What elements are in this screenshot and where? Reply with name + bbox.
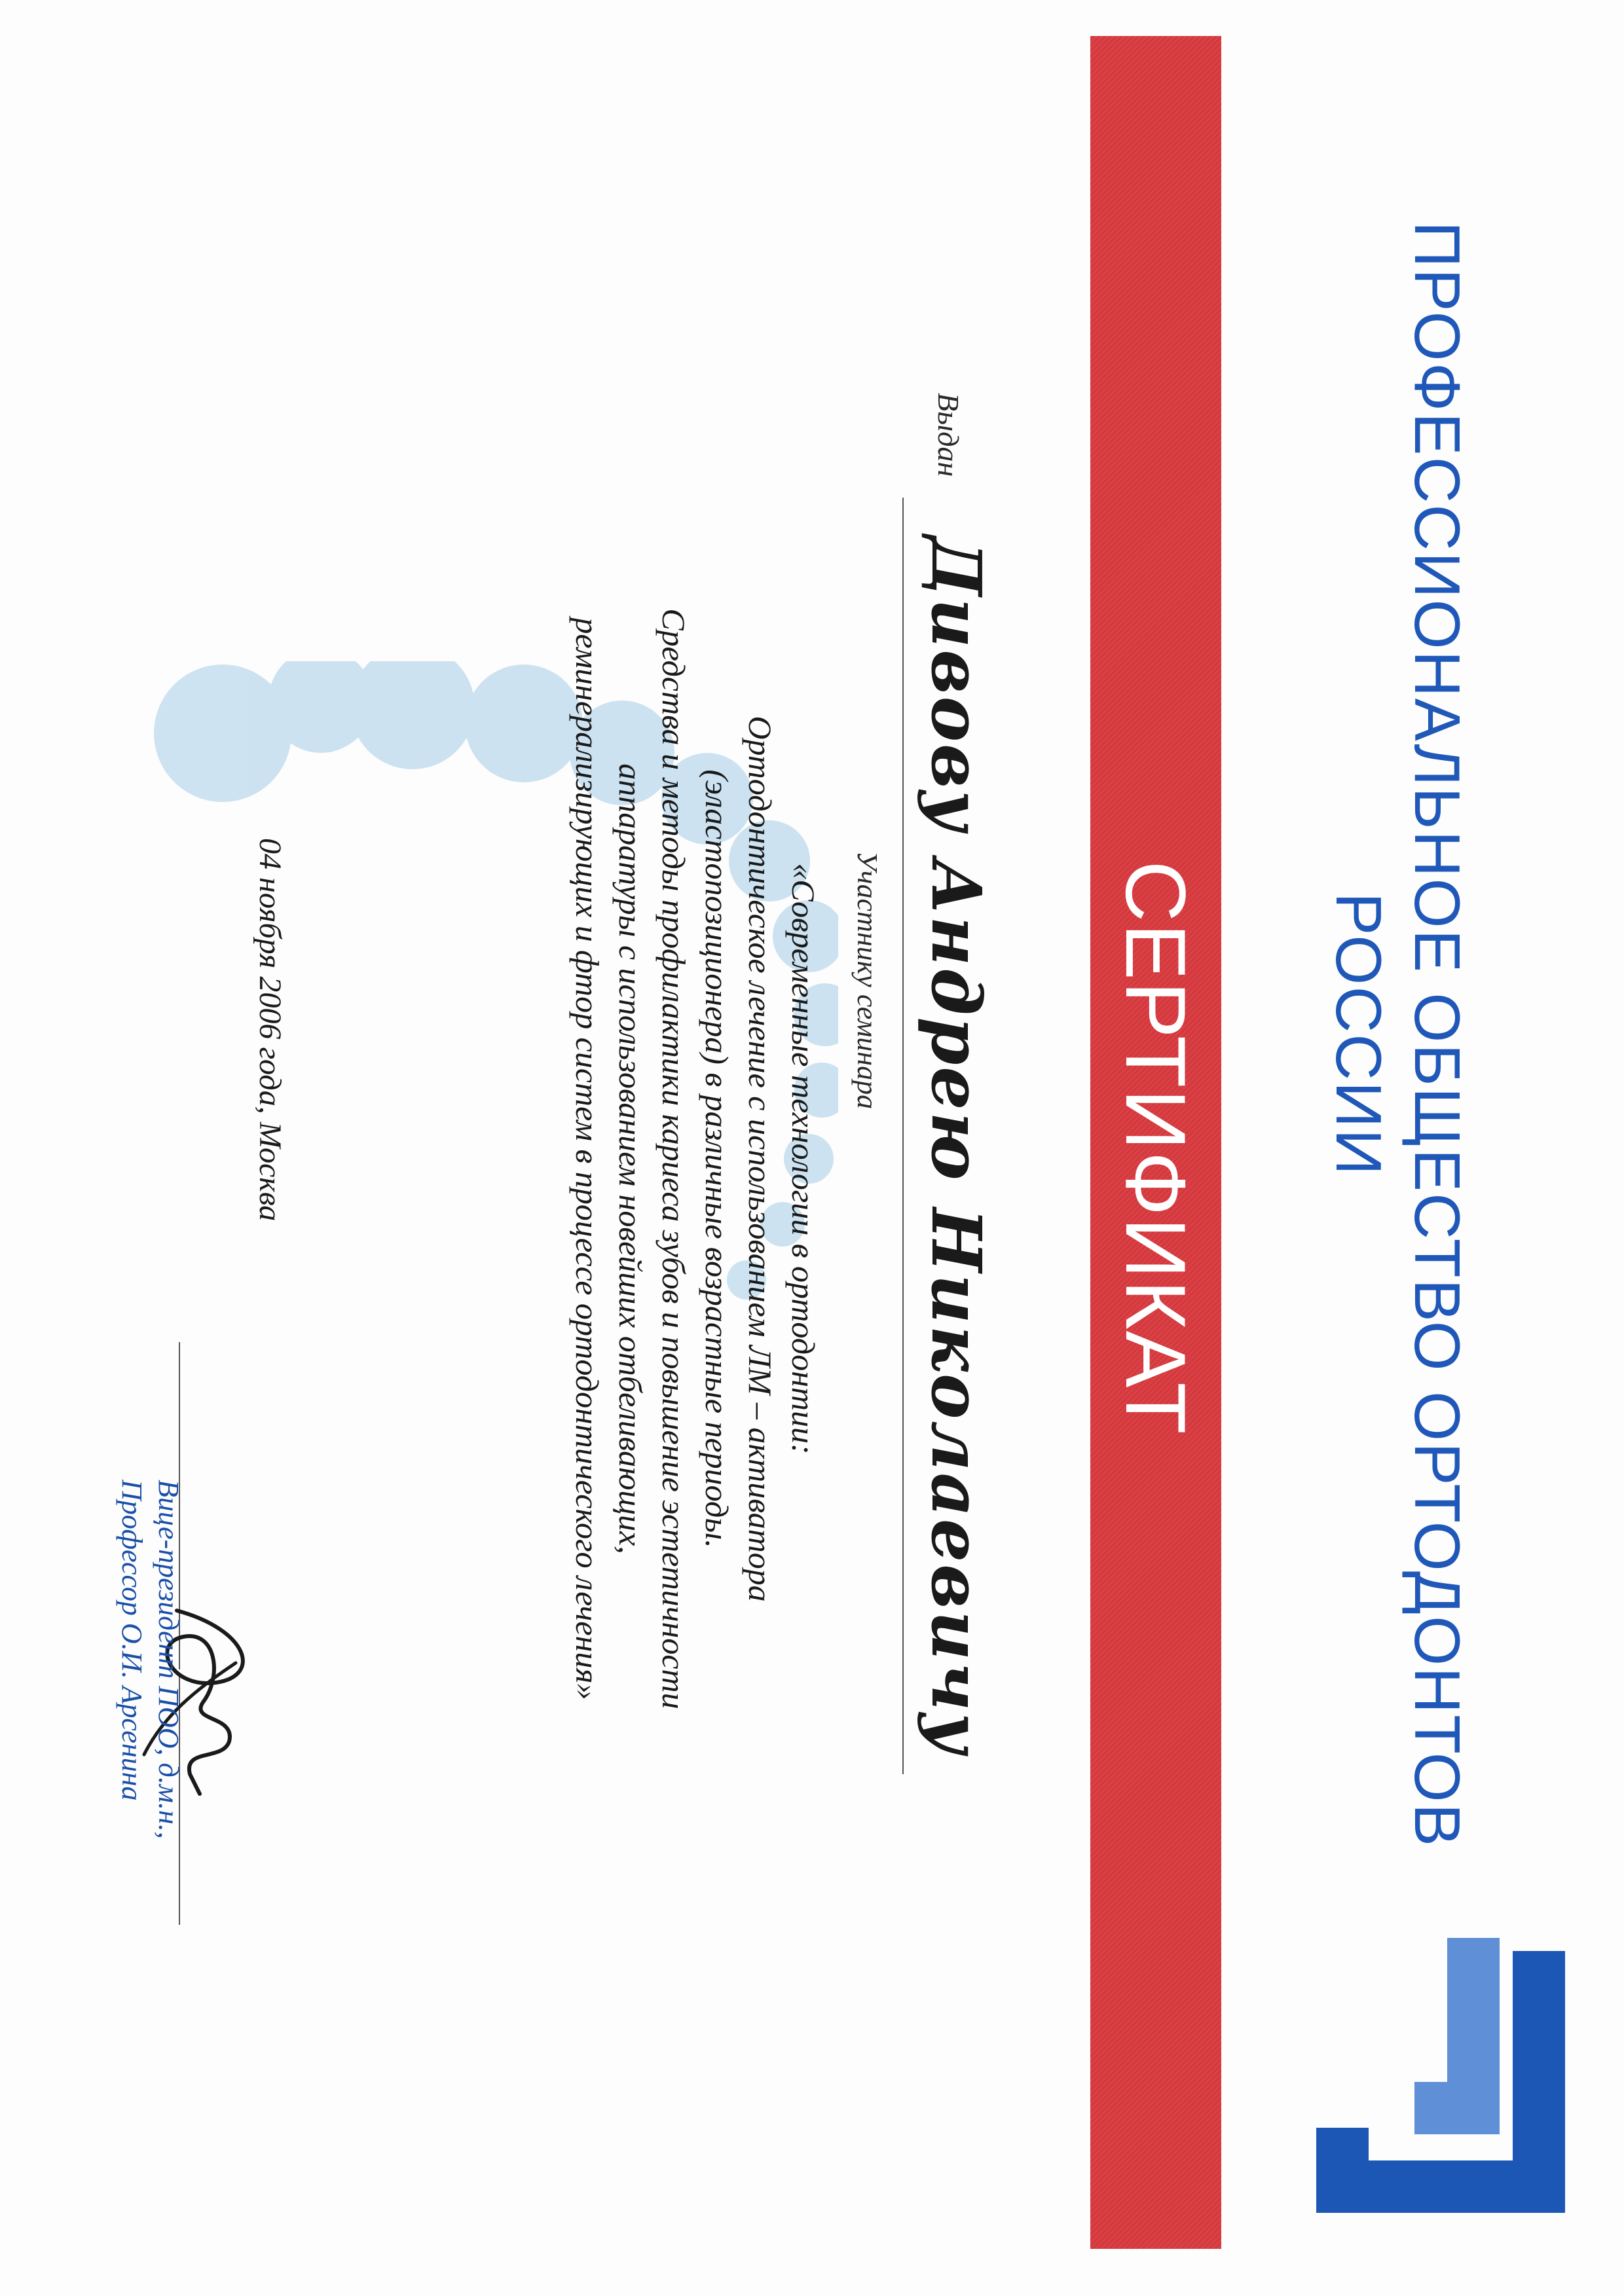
- certificate-title: СЕРТИФИКАТ: [1108, 860, 1204, 1436]
- bubble: [350, 661, 475, 769]
- bubble: [465, 665, 583, 782]
- issued-label: Выдан: [932, 393, 965, 477]
- bubble: [154, 665, 291, 802]
- organization-name: ПРОФЕССИОНАЛЬНОЕ ОБЩЕСТВО ОРТОДОНТОВ РОССИИ: [1323, 221, 1473, 1848]
- signer-name: Профессор О.И. Арсенина: [116, 1480, 148, 1801]
- seminar-line: Ортодонтическое лечение с использованием ЛМ – активатора: [742, 716, 779, 1602]
- participant-label: Участнику семинара: [851, 851, 883, 1110]
- recipient-underline: [902, 498, 904, 1774]
- seminar-line: Средства и методы профилактики кариеса зубов и повышение эстетичности: [655, 608, 692, 1709]
- seminar-description: [566, 471, 825, 1846]
- signer-title: Вице-президент ПОО, д.м.н.,: [153, 1480, 185, 1839]
- logo-inner-bracket: [1414, 1938, 1500, 2134]
- seminar-line: «Современные технологии в ортодонтии:: [785, 863, 822, 1455]
- issue-date: 04 ноября 2006 года, Москва: [253, 838, 287, 1222]
- seminar-line: аппаратуры с использованием новейших отбеливающих,: [612, 763, 649, 1554]
- seminar-line: (эластопозиционера) в различные возрастные периоды.: [699, 769, 735, 1548]
- recipient-name: Дивову Андрею Николаевичу: [916, 536, 997, 1756]
- organization-logo: [1316, 1938, 1565, 2213]
- seminar-line: реминерализирующих и фтор систем в процессе ортодонтического лечения»: [569, 617, 606, 1700]
- signer-info: [113, 1480, 187, 2003]
